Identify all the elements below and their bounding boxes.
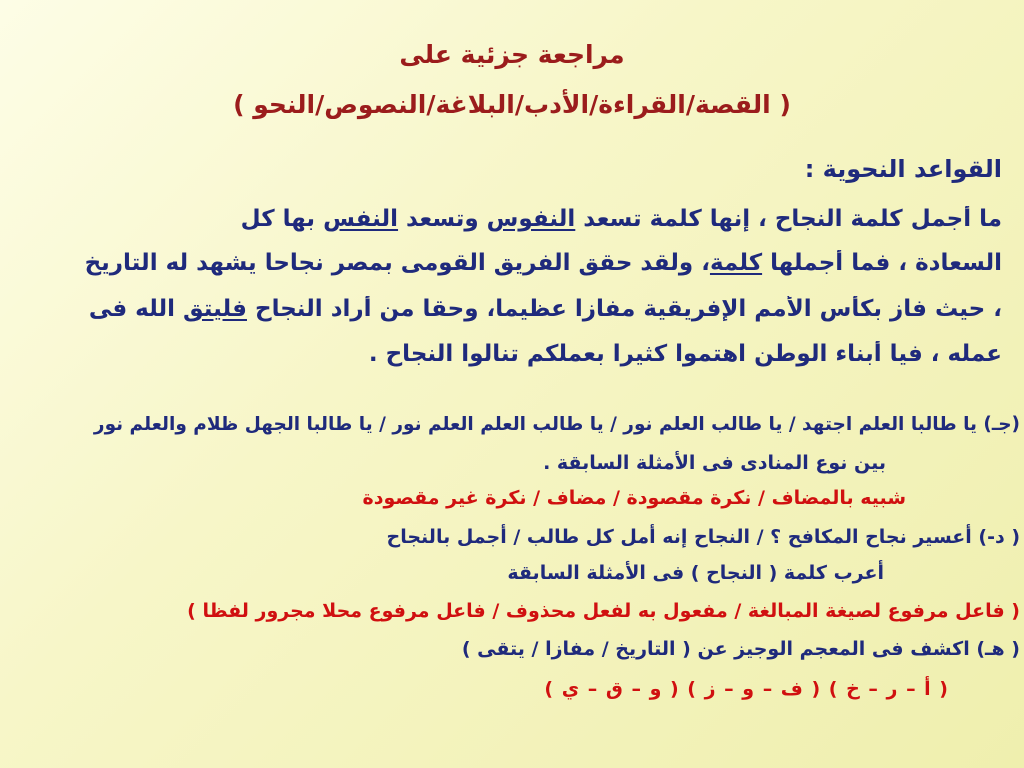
underlined-word: فليتق [183,296,247,322]
slide-title-line2: ( القصة/القراءة/الأدب/البلاغة/النصوص/النحو ) [233,90,791,119]
slide-title-line1: مراجعة جزئية على [399,40,625,69]
paragraph-text: الله فى [88,296,184,322]
question-jeem-answer: شبيه بالمضاف / نكرة مقصودة / مضاف / نكرة غير مقصودة [362,487,906,509]
underlined-word: كلمة [709,250,763,276]
question-jeem-line2: بين نوع المنادى فى الأمثلة السابقة . [543,452,886,474]
question-dal-line2: أعرب كلمة ( النجاح ) فى الأمثلة السابقة [507,562,884,584]
paragraph-line-4: عمله ، فيا أبناء الوطن اهتموا كثيرا بعملكم تنالوا النجاح . [368,341,1002,367]
paragraph-text: وتسعد [398,206,487,232]
question-dal-answer: ( فاعل مرفوع لصيغة المبالغة / مفعول به لفعل محذوف / فاعل مرفوع محلا مجرور لفظا ) [187,600,1020,622]
question-ha-answer: ( أ – ر – خ ) ( ف – و – ز ) ( و – ق – ي ) [544,678,948,700]
underlined-word: النفس [323,206,399,232]
section-heading: القواعد النحوية : [804,155,1002,183]
question-dal-line1: ( د-) أعسير نجاح المكافح ؟ / النجاح إنه أمل كل طالب / أجمل بالنجاح [386,526,1020,548]
paragraph-text: بها كل [240,206,324,232]
paragraph-text: ، حيث فاز بكأس الأمم الإفريقية مفازا عظيما، وحقا من أراد النجاح [246,296,1002,322]
paragraph-line-3 [22,296,1002,322]
paragraph-text: ما أجمل كلمة النجاح ، إنها كلمة تسعد [575,206,1002,232]
paragraph-line-1 [122,206,1002,232]
paragraph-text: ، ولقد حقق الفريق القومى بمصر نجاحا يشهد له التاريخ [84,250,710,276]
paragraph-line-2 [22,250,1002,276]
question-jeem-line1: (جـ) يا طالبا العلم اجتهد / يا طالب العلم نور / يا طالب العلم العلم نور / يا طالبا الجهل ظلام والعلم نور [93,414,1020,435]
underlined-word: النفوس [486,206,576,232]
paragraph-text: السعادة ، فما أجملها [762,250,1002,276]
question-ha-line1: ( هـ) اكشف فى المعجم الوجيز عن ( التاريخ / مفازا / يتقى ) [461,638,1020,660]
